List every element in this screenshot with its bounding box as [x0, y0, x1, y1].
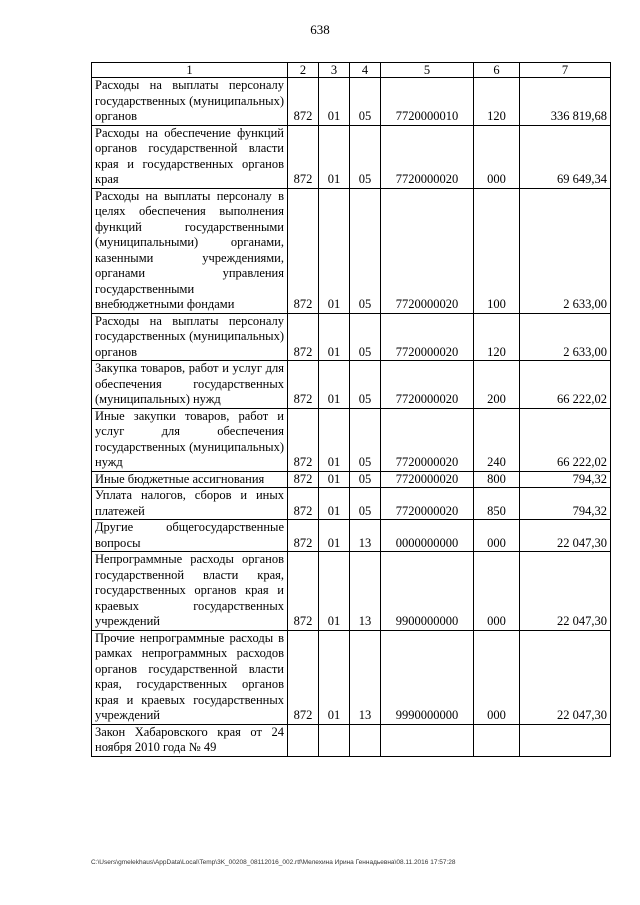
row-name: Закупка товаров, работ и услуг для обеспечения государственных (муниципальных) нужд	[92, 361, 288, 409]
row-col3: 01	[319, 361, 350, 409]
row-name: Расходы на выплаты персоналу в целях обеспечения выполнения функций государственными (муниципальными) органами, казенными учреждениями, органами управления государственными внебюджетными фондами	[92, 188, 288, 313]
row-col2: 872	[288, 125, 319, 188]
row-col6: 000	[474, 520, 520, 552]
row-name: Расходы на обеспечение функций органов государственной власти края и государственных органов края	[92, 125, 288, 188]
row-col4: 05	[350, 313, 381, 361]
file-path-footer: C:\Users\gmelekhaus\AppData\Local\Temp\3K_00208_08112016_002.rtf\Мелехина Ирина Геннадьевна\08.11.2016 17:57:28	[91, 859, 456, 866]
row-col5: 7720000020	[381, 408, 474, 471]
row-col5: 7720000020	[381, 188, 474, 313]
row-col3: 01	[319, 520, 350, 552]
row-col6-empty	[474, 724, 520, 756]
row-col3: 01	[319, 125, 350, 188]
row-col4: 13	[350, 552, 381, 631]
row-col5: 7720000020	[381, 125, 474, 188]
row-col7: 69 649,34	[520, 125, 611, 188]
row-col2: 872	[288, 630, 319, 724]
row-col4: 05	[350, 78, 381, 126]
table-row	[92, 361, 611, 409]
row-name: Иные бюджетные ассигнования	[92, 471, 288, 488]
row-col3: 01	[319, 552, 350, 631]
row-col7: 22 047,30	[520, 552, 611, 631]
row-col4: 05	[350, 361, 381, 409]
row-col6: 000	[474, 552, 520, 631]
table-row	[92, 630, 611, 724]
col-header-5: 5	[381, 63, 474, 78]
row-col2: 872	[288, 313, 319, 361]
row-name-partial: Закон Хабаровского края от 24 ноября 2010 года № 49	[92, 724, 288, 756]
row-col2: 872	[288, 552, 319, 631]
row-name: Уплата налогов, сборов и иных платежей	[92, 488, 288, 520]
table-row	[92, 520, 611, 552]
row-col4: 13	[350, 520, 381, 552]
table-row	[92, 488, 611, 520]
row-col5: 0000000000	[381, 520, 474, 552]
row-col2: 872	[288, 361, 319, 409]
row-col2: 872	[288, 488, 319, 520]
col-header-1: 1	[92, 63, 288, 78]
row-col5: 7720000020	[381, 361, 474, 409]
col-header-2: 2	[288, 63, 319, 78]
row-col2: 872	[288, 188, 319, 313]
row-name: Другие общегосударственные вопросы	[92, 520, 288, 552]
table-row	[92, 188, 611, 313]
row-col7: 22 047,30	[520, 630, 611, 724]
table-row	[92, 125, 611, 188]
row-col6: 850	[474, 488, 520, 520]
row-col2: 872	[288, 78, 319, 126]
row-col6: 000	[474, 125, 520, 188]
row-col4: 05	[350, 125, 381, 188]
row-col2: 872	[288, 471, 319, 488]
table-row	[92, 552, 611, 631]
budget-table	[91, 62, 611, 757]
row-col6: 240	[474, 408, 520, 471]
row-col7: 794,32	[520, 471, 611, 488]
row-col3: 01	[319, 78, 350, 126]
row-col5: 7720000020	[381, 471, 474, 488]
row-col4: 13	[350, 630, 381, 724]
page-number: 638	[310, 22, 330, 37]
row-col3: 01	[319, 188, 350, 313]
header-row	[92, 63, 611, 78]
row-col6: 200	[474, 361, 520, 409]
row-name: Расходы на выплаты персоналу государственных (муниципальных) органов	[92, 313, 288, 361]
row-col2-empty	[288, 724, 319, 756]
row-col5: 9900000000	[381, 552, 474, 631]
table-row	[92, 78, 611, 126]
row-col4: 05	[350, 471, 381, 488]
row-col6: 000	[474, 630, 520, 724]
table-row-partial	[92, 724, 611, 756]
row-col5: 7720000020	[381, 313, 474, 361]
row-col4: 05	[350, 408, 381, 471]
row-col6: 120	[474, 313, 520, 361]
row-name: Прочие непрограммные расходы в рамках непрограммных расходов органов государственной власти края, государственных органов края и краевых государственных учреждений	[92, 630, 288, 724]
row-col7: 66 222,02	[520, 408, 611, 471]
row-col5-empty	[381, 724, 474, 756]
row-col3-empty	[319, 724, 350, 756]
table-row	[92, 313, 611, 361]
col-header-3: 3	[319, 63, 350, 78]
row-col7-empty	[520, 724, 611, 756]
row-col7: 66 222,02	[520, 361, 611, 409]
row-col7: 2 633,00	[520, 188, 611, 313]
row-col6: 100	[474, 188, 520, 313]
row-col7: 2 633,00	[520, 313, 611, 361]
col-header-6: 6	[474, 63, 520, 78]
col-header-4: 4	[350, 63, 381, 78]
row-col7: 794,32	[520, 488, 611, 520]
row-col5: 7720000010	[381, 78, 474, 126]
row-col3: 01	[319, 488, 350, 520]
row-col2: 872	[288, 520, 319, 552]
row-col3: 01	[319, 408, 350, 471]
row-col7: 336 819,68	[520, 78, 611, 126]
table-row	[92, 408, 611, 471]
row-name: Иные закупки товаров, работ и услуг для обеспечения государственных (муниципальных) нужд	[92, 408, 288, 471]
row-col3: 01	[319, 630, 350, 724]
row-col3: 01	[319, 471, 350, 488]
row-col7: 22 047,30	[520, 520, 611, 552]
row-col2: 872	[288, 408, 319, 471]
row-name: Непрограммные расходы органов государственной власти края, государственных органов края и краевых государственных учреждений	[92, 552, 288, 631]
row-col5: 7720000020	[381, 488, 474, 520]
row-name: Расходы на выплаты персоналу государственных (муниципальных) органов	[92, 78, 288, 126]
row-col4-empty	[350, 724, 381, 756]
row-col5: 9990000000	[381, 630, 474, 724]
row-col4: 05	[350, 488, 381, 520]
row-col6: 800	[474, 471, 520, 488]
row-col6: 120	[474, 78, 520, 126]
table-row	[92, 471, 611, 488]
col-header-7: 7	[520, 63, 611, 78]
row-col3: 01	[319, 313, 350, 361]
row-col4: 05	[350, 188, 381, 313]
